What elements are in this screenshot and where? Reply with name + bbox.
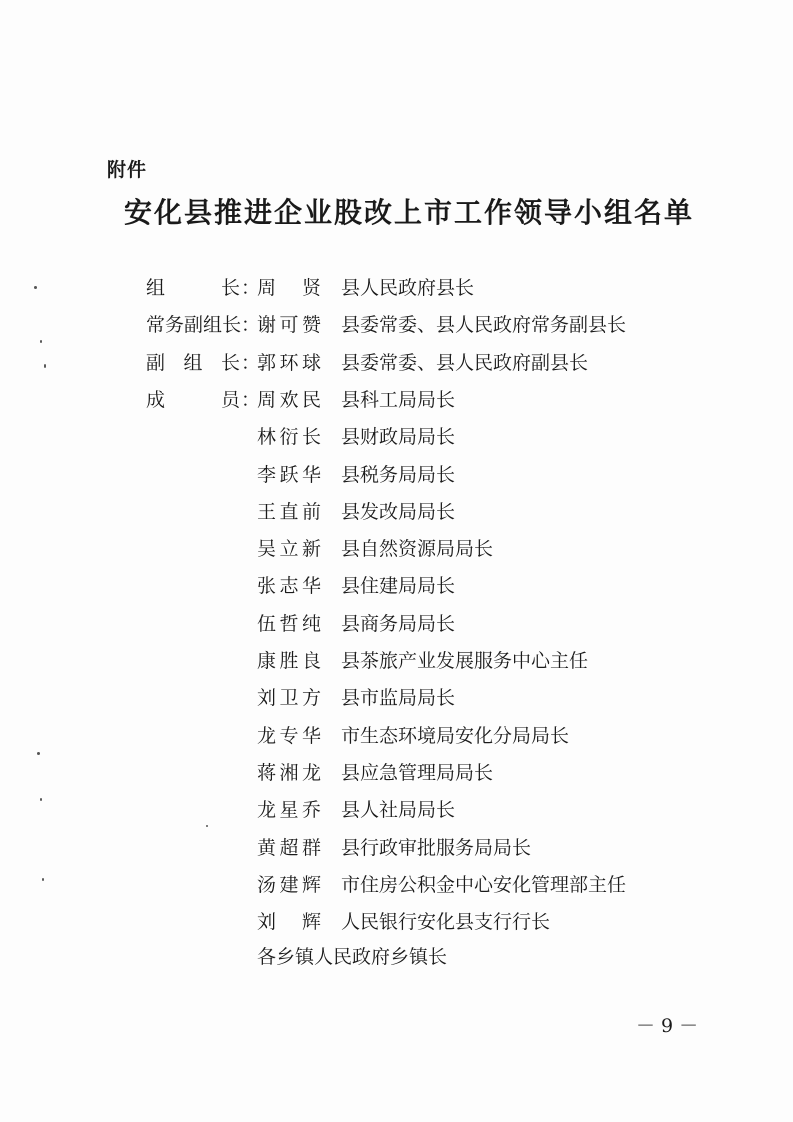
member-list-last-line: 各乡镇人民政府乡镇长 bbox=[257, 946, 448, 968]
member-position: 县住建局局长 bbox=[341, 575, 456, 598]
scan-speck bbox=[42, 878, 44, 881]
role-colon: ： bbox=[241, 351, 261, 374]
attachment-label: 附件 bbox=[107, 159, 148, 181]
member-position: 县人社局局长 bbox=[341, 799, 456, 822]
member-name: 龙 专 华 bbox=[257, 724, 321, 747]
member-name: 蒋 湘 龙 bbox=[257, 761, 321, 784]
member-name: 林 衍 长 bbox=[257, 426, 321, 449]
scan-speck bbox=[206, 825, 208, 827]
member-name: 伍 哲 纯 bbox=[257, 612, 321, 635]
scan-speck bbox=[40, 798, 42, 801]
member-position: 县税务局局长 bbox=[341, 463, 456, 486]
member-position: 人民银行安化县支行行长 bbox=[341, 911, 551, 934]
member-position: 县委常委、县人民政府副县长 bbox=[341, 351, 589, 374]
member-position: 县人民政府县长 bbox=[341, 277, 475, 299]
document-title: 安化县推进企业股改上市工作领导小组名单 bbox=[124, 196, 695, 229]
member-name: 刘 辉 bbox=[257, 911, 321, 934]
member-name: 王 直 前 bbox=[257, 500, 321, 523]
member-position: 县发改局局长 bbox=[341, 500, 456, 523]
member-name: 周 贤 bbox=[257, 277, 321, 299]
member-name: 刘 卫 方 bbox=[257, 687, 321, 710]
member-name: 吴 立 新 bbox=[257, 538, 321, 561]
member-position: 县茶旅产业发展服务中心主任 bbox=[341, 650, 589, 672]
role-colon: ： bbox=[241, 277, 261, 299]
scan-speck bbox=[37, 752, 40, 755]
member-name: 黄 超 群 bbox=[257, 836, 321, 859]
member-position: 县自然资源局局长 bbox=[341, 538, 494, 561]
member-role: 副 组 长 bbox=[146, 351, 240, 374]
member-role: 常 务 副 组 长 bbox=[146, 314, 242, 337]
scan-speck bbox=[34, 286, 37, 289]
member-name: 龙 星 乔 bbox=[257, 799, 321, 822]
member-role: 组 长 bbox=[146, 277, 240, 299]
member-name: 谢 可 赞 bbox=[257, 314, 321, 337]
member-position: 县行政审批服务局局长 bbox=[341, 836, 532, 859]
page-number: － 9 － bbox=[636, 1015, 699, 1037]
role-colon: ： bbox=[241, 388, 261, 411]
member-name: 周 欢 民 bbox=[257, 388, 321, 411]
member-name: 郭 环 球 bbox=[257, 351, 321, 374]
member-position: 县委常委、县人民政府常务副县长 bbox=[341, 314, 627, 337]
member-name: 李 跃 华 bbox=[257, 463, 321, 486]
member-position: 县市监局局长 bbox=[341, 687, 456, 710]
member-position: 县财政局局长 bbox=[341, 426, 456, 449]
member-position: 市生态环境局安化分局局长 bbox=[341, 724, 570, 747]
member-role: 成 员 bbox=[146, 388, 240, 411]
member-name: 张 志 华 bbox=[257, 575, 321, 598]
role-colon: ： bbox=[241, 314, 261, 337]
member-name: 汤 建 辉 bbox=[257, 873, 321, 896]
member-position: 县科工局局长 bbox=[341, 388, 456, 411]
member-position: 县应急管理局局长 bbox=[341, 761, 494, 784]
member-name: 康 胜 良 bbox=[257, 650, 321, 672]
member-position: 县商务局局长 bbox=[341, 612, 456, 635]
scan-speck bbox=[44, 364, 46, 368]
scan-speck bbox=[40, 340, 42, 343]
member-position: 市住房公积金中心安化管理部主任 bbox=[341, 873, 627, 896]
